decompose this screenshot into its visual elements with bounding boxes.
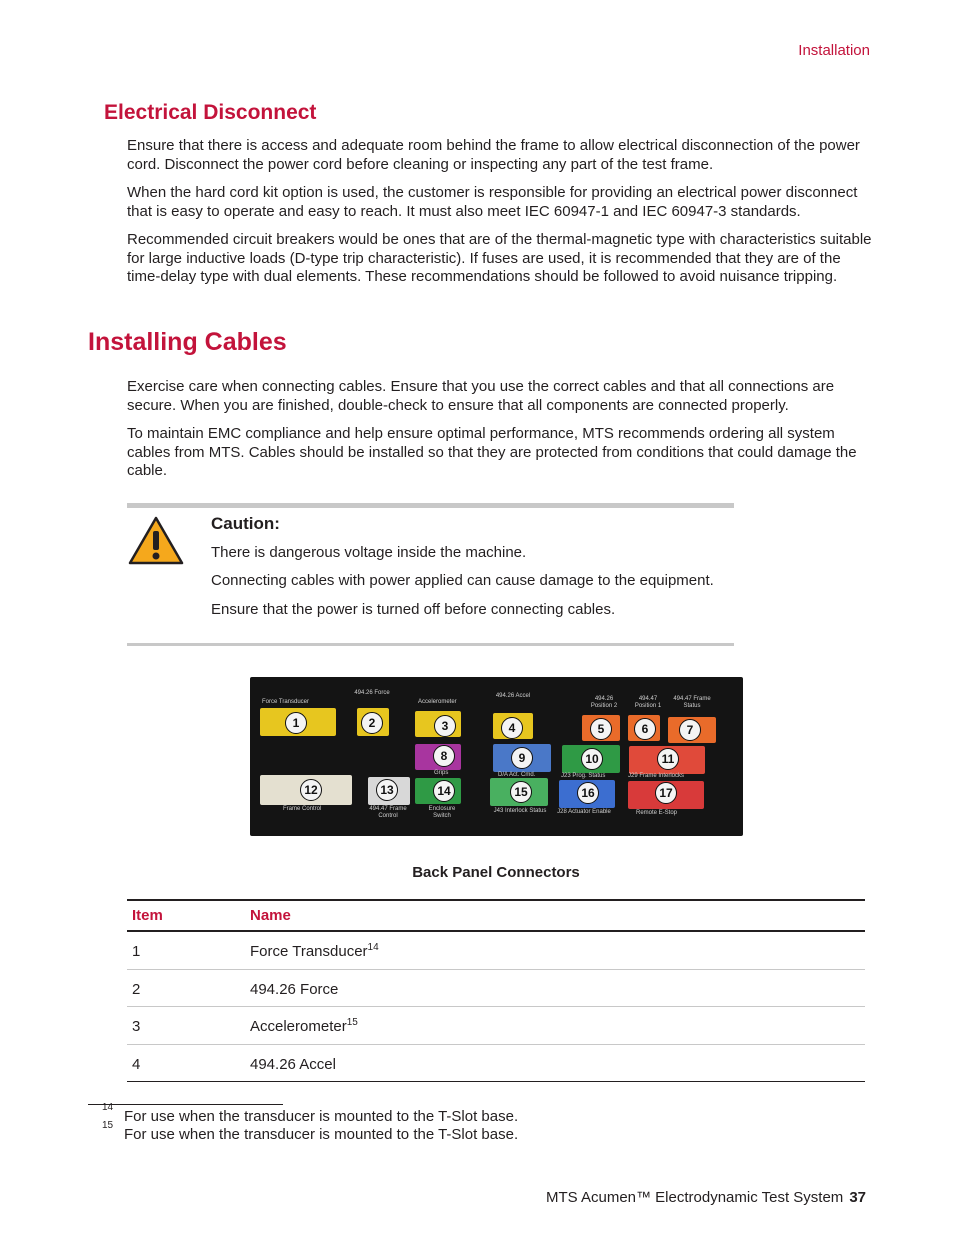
running-header: Installation	[798, 42, 870, 59]
connector-label: Frame Control	[283, 806, 322, 812]
connector-label: J43 Interlock Status	[493, 808, 547, 814]
name-cell: 494.26 Accel	[250, 1055, 336, 1073]
callout-number: 14	[433, 780, 455, 802]
footnote-text: For use when the transducer is mounted to the T-Slot base.	[124, 1108, 519, 1125]
connector-label: 494.26 Accel	[495, 693, 531, 699]
name-cell: Accelerometer$^{15}$	[250, 1017, 358, 1035]
callout-number: 9	[511, 747, 533, 769]
callout-number: 17	[655, 782, 677, 804]
connector-label: Force Transducer	[262, 699, 310, 705]
page-footer	[0, 1189, 866, 1206]
paragraph: Exercise care when connecting cables. Ensure that you use the correct cables and that all connections are secure. When you are finished, double-check to ensure that all components are connected properly.	[127, 378, 835, 414]
caution-line: Connecting cables with power applied can cause damage to the equipment.	[211, 572, 714, 589]
connector-label: 494.47 Position 1	[634, 696, 662, 709]
callout-number: 3	[434, 715, 456, 737]
connector-label: 494.26 Force	[354, 690, 390, 696]
connector-label: Accelerometer	[418, 699, 457, 705]
name-cell: Force Transducer$^{14}$	[250, 942, 379, 960]
paragraph: Ensure that there is access and adequate room behind the frame to allow electrical disconnection of the power cord. Disconnect the power cord before cleaning or inspecting any part of the test frame.	[127, 137, 860, 173]
section-title-installing-cables: Installing Cables	[88, 328, 287, 356]
caution-title: Caution:	[211, 514, 280, 533]
item-cell: 1	[132, 943, 141, 960]
warning-triangle-icon	[128, 516, 184, 566]
callout-number: 16	[577, 782, 599, 804]
paragraph: To maintain EMC compliance and help ensure optimal performance, MTS recommends ordering all system cables from MTS. Cables should be installed so that they are protected from conditions that could damage the cable.	[127, 425, 857, 480]
callout-number: 15	[510, 781, 532, 803]
item-cell: 3	[132, 1018, 141, 1035]
callout-number: 5	[590, 718, 612, 740]
caution-bottom-rule	[127, 643, 734, 646]
callout-number: 1	[285, 712, 307, 734]
connector-label: Remote E-Stop	[636, 810, 678, 816]
connector-label: J28 Actuator Enable	[557, 809, 611, 815]
callout-number: 8	[433, 745, 455, 767]
paragraph: Recommended circuit breakers would be ones that are of the thermal-magnetic type with characteristics suitable for large inductive loads (D-type trip characteristic). If fuses are used, it is recommended that they are of the time-delay type with dual elements. These recommendations should be followed to avoid nuisance tripping.	[127, 231, 872, 286]
column-header-name: Name	[250, 907, 291, 924]
back-panel-photo	[250, 677, 743, 836]
footnote-mark: 14	[102, 1102, 114, 1113]
connector-label: Enclosure Switch	[428, 806, 456, 819]
table-row	[127, 1045, 865, 1083]
item-cell: 4	[132, 1055, 141, 1073]
connector-table	[127, 899, 865, 1082]
connector-label: D/A Act. Cmd.	[498, 772, 536, 778]
callout-number: 6	[634, 718, 656, 740]
connector-label: 494.47 Frame Status	[673, 696, 711, 709]
column-header-item: Item	[132, 907, 163, 924]
item-cell: 2	[132, 980, 141, 998]
callout-number: 11	[657, 748, 679, 770]
table-row	[127, 1007, 865, 1045]
callout-number: 10	[581, 748, 603, 770]
callout-number: 13	[376, 779, 398, 801]
footnote-ref[interactable]: 14	[367, 942, 379, 953]
footnote-rule	[88, 1104, 283, 1105]
connector-label: J23 Prog. Status	[561, 773, 606, 779]
footnote-ref[interactable]: 15	[346, 1017, 358, 1028]
name-cell: 494.26 Force	[250, 980, 339, 998]
table-row	[127, 932, 865, 970]
footnote-mark: 15	[102, 1120, 114, 1131]
callout-number: 12	[300, 779, 322, 801]
connector-label: J29 Frame Interlocks	[628, 773, 685, 779]
footer-title: MTS Acumen™ Electrodynamic Test System	[545, 1189, 844, 1206]
caution-line: Ensure that the power is turned off before connecting cables.	[211, 601, 616, 618]
connector-label: Grips	[434, 770, 449, 776]
callout-number: 7	[679, 719, 701, 741]
table-row	[127, 970, 865, 1008]
callout-number: 2	[361, 712, 383, 734]
caution-top-rule	[127, 503, 734, 508]
page-number: 37	[849, 1189, 866, 1206]
connector-label: 494.26 Position 2	[590, 696, 618, 709]
footnote-text: For use when the transducer is mounted to the T-Slot base.	[124, 1126, 519, 1143]
paragraph: When the hard cord kit option is used, the customer is responsible for providing an electrical power disconnect that is easy to operate and easy to reach. It must also meet IEC 60947-1 and IEC 60947-3 standards.	[127, 184, 858, 220]
connector-label: 494.47 Frame Control	[369, 806, 407, 819]
caution-line: There is dangerous voltage inside the machine.	[211, 544, 527, 561]
callout-number: 4	[501, 717, 523, 739]
section-title-electrical-disconnect: Electrical Disconnect	[104, 101, 317, 124]
table-header	[127, 901, 865, 932]
figure-caption: Back Panel Connectors	[412, 864, 580, 881]
